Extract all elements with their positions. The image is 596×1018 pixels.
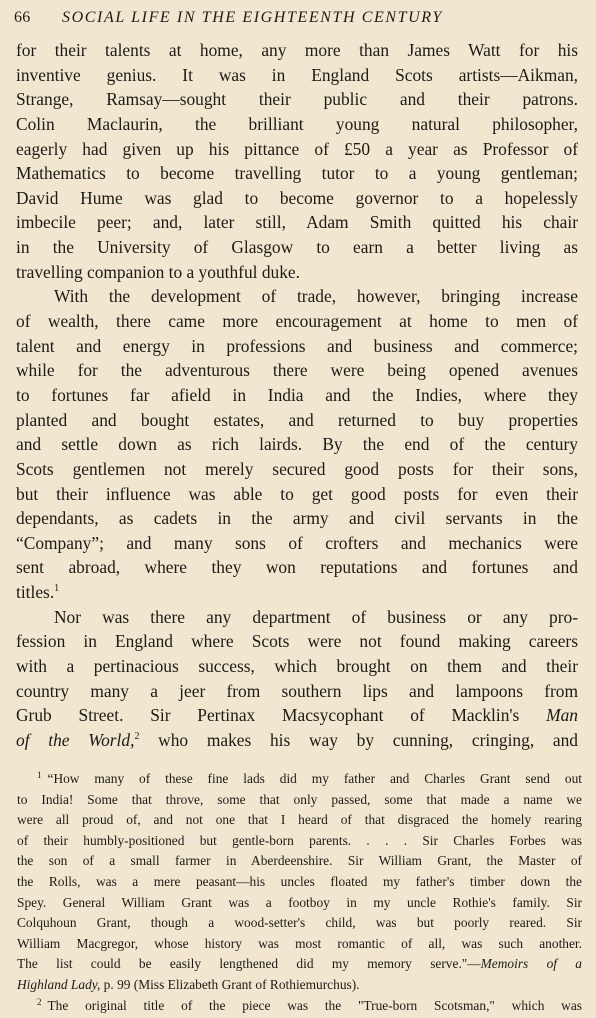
text-line: but their influence was able to get good posts for even their: [16, 483, 578, 504]
footnote-line: Spey. General William Grant was a footboy in my uncle Rothie's family. Sir: [17, 894, 582, 910]
footnote-line: [17, 996, 582, 1017]
text-line: [16, 728, 578, 753]
text-line: of wealth, there came more encouragement at home to men of: [16, 311, 578, 332]
text-line: imbecile peer; and, later still, Adam Smith quitted his chair: [16, 212, 578, 233]
text-line: Colin Maclaurin, the brilliant young natural philosopher,: [16, 113, 578, 134]
footnote-line: the Rolls, was a mere peasant—his uncles floated my father's timber down the: [17, 873, 582, 889]
footnote-line: were all proud of, and not one that I heard of that disgraced the homely rearing: [17, 812, 582, 828]
running-head: SOCIAL LIFE IN THE EIGHTEENTH CENTURY: [62, 9, 443, 26]
text-segment: who makes his way by cunning, cringing, and: [139, 729, 578, 750]
footnote-line: of their humbly-positioned but gentle-born parents. . . . Sir Charles Forbes was: [17, 832, 582, 848]
footnote-line: to India! Some that throve, some that only passed, some that made a name we: [17, 791, 582, 807]
text-line: [16, 580, 578, 605]
footnote-marker: 1: [37, 770, 42, 780]
text-line: With the development of trade, however, bringing increase: [54, 286, 578, 307]
footnote-marker: 2: [37, 996, 42, 1007]
italic-title: Man: [546, 705, 578, 726]
text-line: Nor was there any department of business or any pro-: [54, 606, 578, 627]
body-text: [16, 38, 578, 753]
footnote-line: the son of a small farmer in Aberdeenshire. Sir William Grant, the Master of: [17, 853, 582, 869]
text-line: country many a jeer from southern lips and lampoons from: [16, 680, 578, 701]
footnotes: [17, 769, 582, 1016]
text-line: sent abroad, where they won reputations and fortunes and: [16, 557, 578, 578]
page-header: [14, 5, 584, 31]
footnote-ref: 1: [54, 583, 60, 595]
text-line: and settle down as rich lairds. By the end of the century: [16, 434, 578, 455]
text-line: talent and energy in professions and business and commerce;: [16, 335, 578, 356]
text-line: planted and bought estates, and returned to buy properties: [16, 409, 578, 430]
text-line: Strange, Ramsay—sought their public and their patrons.: [16, 89, 578, 110]
text-line: Mathematics to become travelling tutor to a young gentleman;: [16, 163, 578, 184]
text-segment: The original title of the piece was the "True-born Scotsman," which was: [47, 997, 582, 1013]
text-segment: Grub Street. Sir Pertinax Macsycophant of Macklin's: [16, 705, 520, 726]
text-line: David Hume was glad to become governor to a hopelessly: [16, 187, 578, 208]
text-line: for their talents at home, any more than James Watt for his: [16, 40, 578, 60]
text-line: dependants, as cadets in the army and civil servants in the: [16, 508, 578, 529]
text-line: travelling companion to a youthful duke.: [16, 261, 300, 282]
text-line: fession in England where Scots were not found making careers: [16, 631, 578, 652]
footnote-line: [17, 954, 582, 975]
page-number: 66: [14, 9, 31, 26]
text-line: while for the adventurous there were being opened avenues: [16, 360, 578, 381]
footnote-line: [17, 975, 582, 996]
text-line: inventive genius. It was in England Scots artists—Aikman,: [16, 64, 578, 85]
footnote-line: Colquhoun Grant, though a wood-setter's child, was but poorly reared. Sir: [17, 915, 582, 931]
footnote-line: [17, 769, 582, 790]
text-line: to fortunes far afield in India and the Indies, where they: [16, 384, 578, 405]
text-line: eagerly had given up his pittance of £50 a year as Professor of: [16, 138, 578, 159]
text-line: Scots gentlemen not merely secured good posts for their sons,: [16, 458, 578, 479]
footnote-ref: 2: [134, 730, 140, 742]
footnote-line: William Macgregor, whose history was most romantic of all, was such another.: [17, 935, 582, 951]
text-line: with a pertinacious success, which brought on them and their: [16, 656, 578, 677]
text-line: in the University of Glasgow to earn a better living as: [16, 237, 578, 258]
text-segment: The list could be easily lengthened did my memory serve."—: [17, 956, 481, 972]
text-line: “Company”; and many sons of crofters and mechanics were: [16, 532, 578, 553]
text-segment: “How many of these fine lads did my father and Charles Grant send out: [47, 771, 582, 786]
text-segment: titles.: [16, 582, 55, 603]
text-segment: p. 99 (Miss Elizabeth Grant of Rothiemurchus).: [100, 976, 360, 992]
italic-title: Memoirs of a: [480, 956, 582, 972]
italic-title: of the World,: [16, 729, 135, 750]
text-line: [16, 703, 578, 728]
italic-title: Highland Lady,: [17, 976, 101, 992]
